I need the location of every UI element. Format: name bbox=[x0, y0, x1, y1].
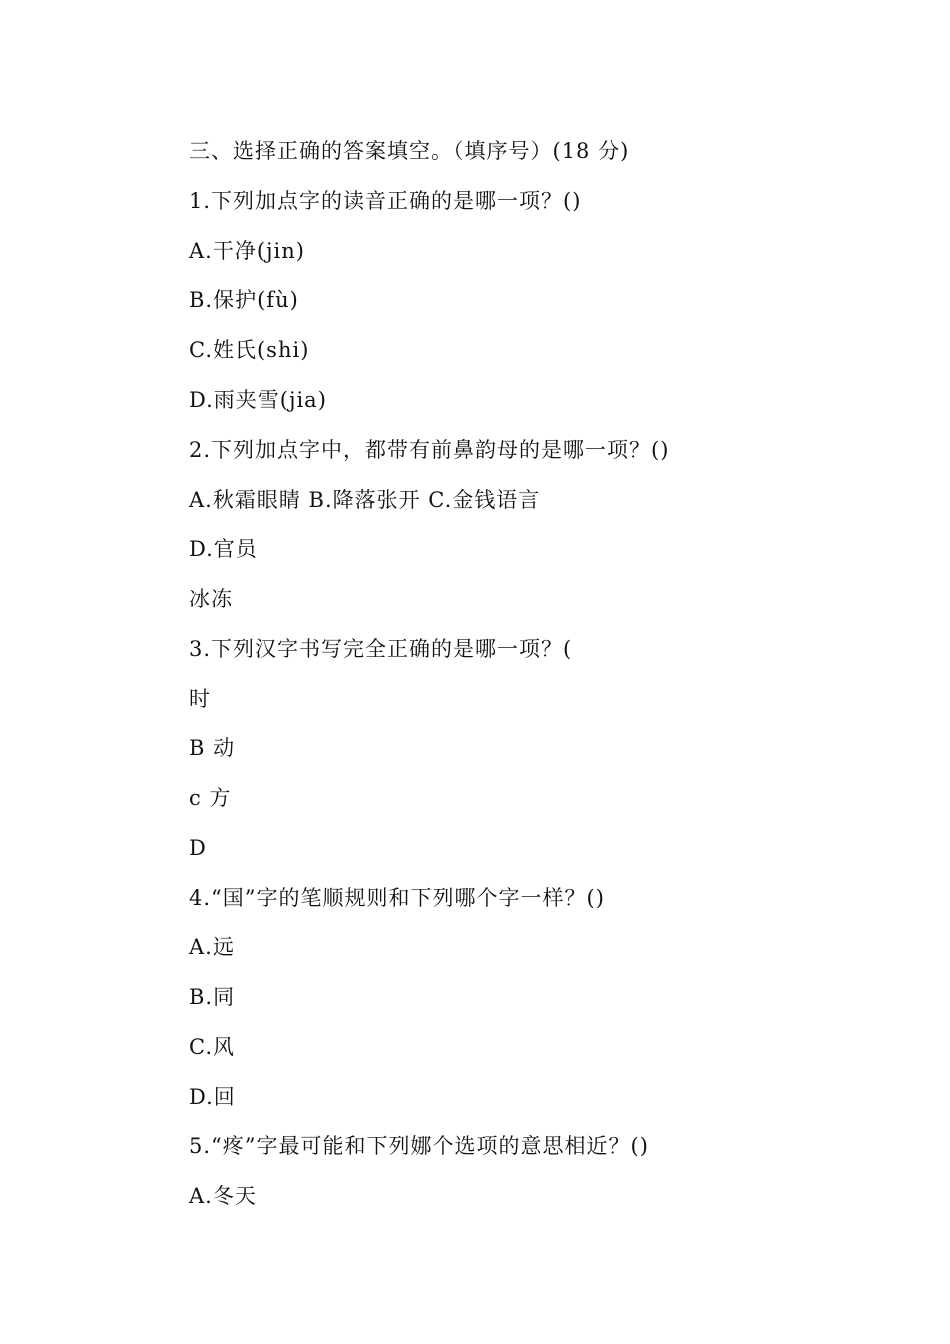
question-4-option-c: C.风 bbox=[189, 1035, 235, 1059]
question-3: 3.下列汉字书写完全正确的是哪一项？( bbox=[189, 637, 573, 661]
question-1-option-b: B.保护(fù) bbox=[189, 288, 299, 312]
question-1-option-c: C.姓氏(shi) bbox=[189, 338, 310, 362]
question-2-options-abc: A.秋霜眼睛 B.降落张开 C.金钱语言 bbox=[189, 488, 541, 512]
question-2: 2.下列加点字中，都带有前鼻韵母的是哪一项？() bbox=[189, 438, 670, 462]
question-3-option-b: B 动 bbox=[189, 736, 236, 760]
question-1: 1.下列加点字的读音正确的是哪一项？() bbox=[189, 189, 582, 213]
question-2-option-d-continued: 冰冻 bbox=[189, 587, 233, 611]
question-4-option-d: D.回 bbox=[189, 1085, 236, 1109]
question-3-option-c: c 方 bbox=[189, 786, 232, 810]
question-5: 5.“疼”字最可能和下列娜个选项的意思相近？() bbox=[189, 1134, 649, 1158]
question-3-option-d: D bbox=[189, 836, 207, 860]
question-4: 4.“国”字的笔顺规则和下列哪个字一样？() bbox=[189, 886, 605, 910]
question-1-option-d: D.雨夹雪(jia) bbox=[189, 388, 327, 412]
question-4-option-a: A.远 bbox=[189, 935, 235, 959]
question-4-option-b: B.同 bbox=[189, 985, 236, 1009]
question-5-option-a: A.冬天 bbox=[189, 1184, 257, 1208]
question-2-option-d: D.官员 bbox=[189, 537, 258, 561]
question-1-option-a: A.干净(jin) bbox=[189, 239, 305, 263]
section-heading: 三、选择正确的答案填空。（填序号）(18 分) bbox=[189, 139, 630, 163]
question-3-option-a: 时 bbox=[189, 687, 211, 711]
